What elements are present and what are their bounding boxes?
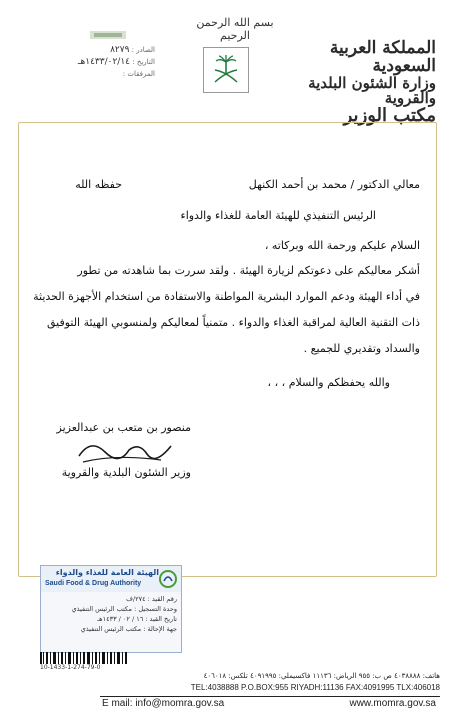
stamp-org-english: Saudi Food & Drug Authority [45, 580, 142, 587]
sfda-logo-icon [158, 569, 178, 589]
ministry-line-office: مكتب الوزير [343, 105, 436, 127]
stamp-org-arabic: الهيئة العامة للغذاء والدواء [55, 568, 159, 577]
footer-divider [100, 696, 440, 697]
stamp-header [41, 566, 181, 592]
ref-number-value: ٨٢٧٩ [110, 45, 130, 55]
basmala: بسم الله الرحمن الرحيم [196, 16, 274, 42]
ministry-small-logo-icon [88, 28, 128, 42]
stamp-details [72, 594, 177, 634]
footer-contact-arabic: هاتف: ٤٠٣٨٨٨٨ ص ب: ٩٥٥ الرياض: ١١١٣٦ فاكسيملي: ٤٠٩١٩٩٥ تلكس: ٤٠٦٠١٨ [203, 672, 440, 680]
closing: والله يحفظكم والسلام ، ، ، [267, 376, 390, 389]
ministry-line-ministry: وزارة الشئون البلدية والقروية [308, 73, 436, 108]
barcode-icon [40, 652, 130, 664]
signatory-title: وزير الشئون البلدية والقروية [61, 466, 191, 479]
saudi-emblem-icon [203, 47, 249, 93]
body-line-2: في أداء الهيئة ودعم الموارد البشرية المواطنة والاستفادة من استخدام الأجهزة الحديثة [33, 290, 420, 303]
footer-website: www.momra.gov.sa [349, 698, 436, 709]
reference-block: الصادر : ٨٢٧٩ التاريخ : ١٤٣٣/٠٢/١٤هـ المرفقات : [77, 45, 155, 78]
ref-attachments-label: المرفقات [127, 70, 155, 78]
ministry-header [286, 40, 436, 126]
addressee-title: الرئيس التنفيذي للهيئة العامة للغذاء والدواء [180, 209, 376, 222]
ref-date-label: التاريخ [136, 58, 155, 66]
stamp-entry-number: رقم القيد : ٢٧٤/ف [126, 595, 177, 603]
addressee-line [75, 178, 420, 192]
handwritten-signature [75, 432, 175, 472]
ref-number-label: الصادر [136, 46, 155, 54]
stamp-registration-unit: وحدة التسجيل : مكتب الرئيس التنفيذي [71, 605, 177, 613]
greeting: السلام عليكم ورحمة الله وبركاته ، [264, 239, 420, 252]
signatory-name: منصور بن متعب بن عبدالعزيز [56, 421, 191, 434]
addressee-honorific: حفظه الله [75, 178, 122, 191]
stamp-entry-date: تاريخ القيد : ١٦ / ٠٢ / ١٤٣٣هـ [97, 615, 177, 623]
body-line-1: أشكر معاليكم على دعوتكم لزيارة الهيئة . ولقد سررت بما شاهدته من تطور [77, 264, 420, 277]
body-line-4: والسداد وتقديري للجميع . [303, 342, 420, 355]
addressee-name: معالي الدكتور / محمد بن أحمد الكنهل [248, 178, 420, 191]
body-line-3: ذات التقنية العالية لمراقبة الغذاء والدواء . متمنياً لمعاليكم ولمنسوبي الهيئة التوفيق [46, 316, 420, 329]
barcode-number: 10-1433-1-274-79-0 [40, 664, 101, 671]
incoming-stamp [40, 565, 182, 653]
footer-contact-english: TEL:4038888 P.O.BOX:955 RIYADH:11136 FAX:4091995 TLX:406018 [190, 683, 440, 692]
ministry-line-kingdom: المملكة العربية السعودية [329, 38, 436, 76]
ref-date-value: ١٤٣٣/٠٢/١٤هـ [77, 57, 131, 67]
stamp-referral: جهة الإحالة : مكتب الرئيس التنفيذي [80, 625, 177, 633]
footer-email: E mail: info@momra.gov.sa [102, 698, 225, 709]
